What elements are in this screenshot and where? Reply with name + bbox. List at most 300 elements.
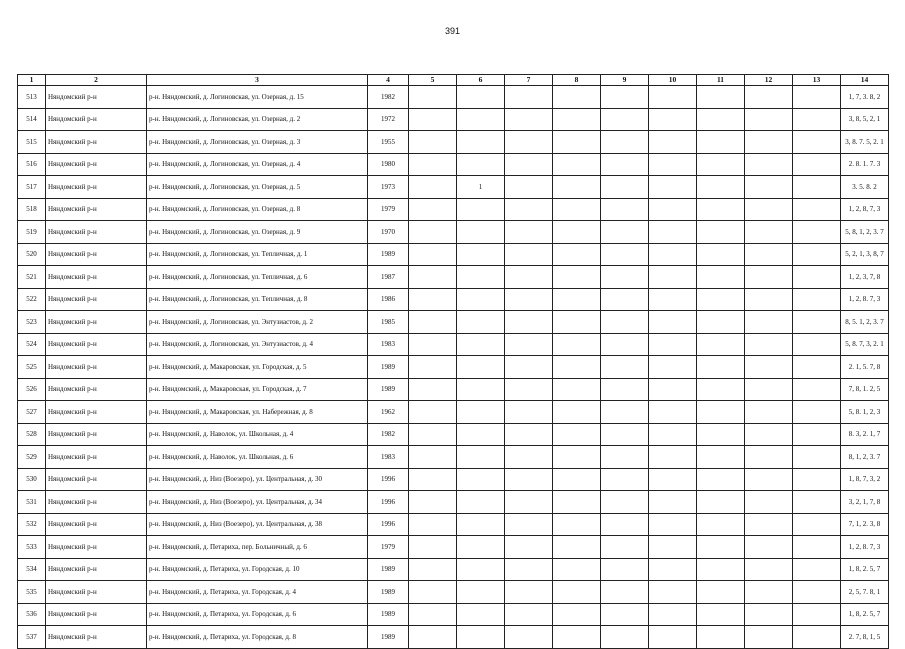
column-header: 12 — [745, 75, 793, 86]
col7-cell — [505, 581, 553, 604]
address-cell: р-н. Няндомский, д. Логиновская, ул. Озерная, д. 9 — [147, 221, 368, 244]
col8-cell — [553, 446, 601, 469]
codes-cell: 1, 8, 2. 5, 7 — [841, 603, 889, 626]
col12-cell — [745, 378, 793, 401]
col9-cell — [601, 626, 649, 649]
col13-cell — [793, 108, 841, 131]
district-cell: Няндомский р-н — [46, 603, 147, 626]
column-header: 3 — [147, 75, 368, 86]
district-cell: Няндомский р-н — [46, 491, 147, 514]
table-row — [18, 243, 889, 266]
col8-cell — [553, 378, 601, 401]
col8-cell — [553, 491, 601, 514]
row-number-cell: 526 — [18, 378, 46, 401]
col13-cell — [793, 131, 841, 154]
codes-cell: 8, 1, 2, 3. 7 — [841, 446, 889, 469]
district-cell: Няндомский р-н — [46, 176, 147, 199]
col13-cell — [793, 626, 841, 649]
table-row — [18, 626, 889, 649]
codes-cell: 1, 2, 3, 7, 8 — [841, 266, 889, 289]
col13-cell — [793, 446, 841, 469]
address-cell: р-н. Няндомский, д. Макаровская, ул. Набережная, д. 8 — [147, 401, 368, 424]
col9-cell — [601, 401, 649, 424]
col13-cell — [793, 581, 841, 604]
col7-cell — [505, 468, 553, 491]
column-header: 14 — [841, 75, 889, 86]
codes-cell: 5, 2, 1, 3, 8, 7 — [841, 243, 889, 266]
col12-cell — [745, 108, 793, 131]
year-cell: 1980 — [368, 153, 409, 176]
district-cell: Няндомский р-н — [46, 446, 147, 469]
col12-cell — [745, 243, 793, 266]
col5-cell — [409, 603, 457, 626]
district-cell: Няндомский р-н — [46, 153, 147, 176]
col5-cell — [409, 468, 457, 491]
district-cell: Няндомский р-н — [46, 468, 147, 491]
district-cell: Няндомский р-н — [46, 86, 147, 109]
col13-cell — [793, 198, 841, 221]
col13-cell — [793, 401, 841, 424]
col10-cell — [649, 378, 697, 401]
row-number-cell: 518 — [18, 198, 46, 221]
col5-cell — [409, 446, 457, 469]
col6-cell — [457, 603, 505, 626]
year-cell: 1979 — [368, 198, 409, 221]
year-cell: 1985 — [368, 311, 409, 334]
codes-cell: 1, 8, 2. 5, 7 — [841, 558, 889, 581]
address-cell: р-н. Няндомский, д. Логиновская, ул. Озерная, д. 3 — [147, 131, 368, 154]
housing-register-table — [17, 74, 889, 649]
col13-cell — [793, 333, 841, 356]
column-header: 8 — [553, 75, 601, 86]
table-row — [18, 401, 889, 424]
col12-cell — [745, 446, 793, 469]
district-cell: Няндомский р-н — [46, 333, 147, 356]
row-number-cell: 517 — [18, 176, 46, 199]
col6-cell — [457, 288, 505, 311]
row-number-cell: 534 — [18, 558, 46, 581]
address-cell: р-н. Няндомский, д. Петариха, пер. Больничный, д. 6 — [147, 536, 368, 559]
col6-cell — [457, 356, 505, 379]
address-cell: р-н. Няндомский, д. Низ (Воезеро), ул. Центральная, д. 30 — [147, 468, 368, 491]
col10-cell — [649, 468, 697, 491]
district-cell: Няндомский р-н — [46, 198, 147, 221]
table-row — [18, 378, 889, 401]
table-row — [18, 153, 889, 176]
col6-cell — [457, 423, 505, 446]
district-cell: Няндомский р-н — [46, 288, 147, 311]
col9-cell — [601, 333, 649, 356]
col9-cell — [601, 311, 649, 334]
col7-cell — [505, 513, 553, 536]
col10-cell — [649, 491, 697, 514]
col7-cell — [505, 356, 553, 379]
codes-cell: 3, 2, 1, 7, 8 — [841, 491, 889, 514]
row-number-cell: 522 — [18, 288, 46, 311]
col13-cell — [793, 423, 841, 446]
col9-cell — [601, 356, 649, 379]
col9-cell — [601, 153, 649, 176]
col11-cell — [697, 468, 745, 491]
col5-cell — [409, 333, 457, 356]
column-header: 9 — [601, 75, 649, 86]
year-cell: 1955 — [368, 131, 409, 154]
year-cell: 1989 — [368, 243, 409, 266]
table-row — [18, 423, 889, 446]
page-number: 391 — [444, 26, 461, 36]
col9-cell — [601, 288, 649, 311]
col8-cell — [553, 356, 601, 379]
col8-cell — [553, 558, 601, 581]
col7-cell — [505, 446, 553, 469]
col7-cell — [505, 333, 553, 356]
year-cell: 1996 — [368, 468, 409, 491]
col5-cell — [409, 581, 457, 604]
col5-cell — [409, 266, 457, 289]
row-number-cell: 527 — [18, 401, 46, 424]
col5-cell — [409, 558, 457, 581]
district-cell: Няндомский р-н — [46, 266, 147, 289]
table-row — [18, 468, 889, 491]
col11-cell — [697, 603, 745, 626]
col11-cell — [697, 131, 745, 154]
col13-cell — [793, 536, 841, 559]
col10-cell — [649, 153, 697, 176]
col10-cell — [649, 131, 697, 154]
year-cell: 1986 — [368, 288, 409, 311]
row-number-cell: 528 — [18, 423, 46, 446]
col12-cell — [745, 491, 793, 514]
col7-cell — [505, 423, 553, 446]
col7-cell — [505, 108, 553, 131]
col11-cell — [697, 108, 745, 131]
row-number-cell: 533 — [18, 536, 46, 559]
col12-cell — [745, 333, 793, 356]
address-cell: р-н. Няндомский, д. Логиновская, ул. Озерная, д. 4 — [147, 153, 368, 176]
col7-cell — [505, 603, 553, 626]
row-number-cell: 531 — [18, 491, 46, 514]
codes-cell: 2. 7, 8, 1, 5 — [841, 626, 889, 649]
col8-cell — [553, 221, 601, 244]
col10-cell — [649, 581, 697, 604]
codes-cell: 3, 8, 5, 2, 1 — [841, 108, 889, 131]
col5-cell — [409, 423, 457, 446]
col12-cell — [745, 401, 793, 424]
table-row — [18, 513, 889, 536]
col5-cell — [409, 221, 457, 244]
col5-cell — [409, 243, 457, 266]
codes-cell: 7, 8, 1. 2, 5 — [841, 378, 889, 401]
table-body — [18, 86, 889, 649]
col11-cell — [697, 333, 745, 356]
col9-cell — [601, 536, 649, 559]
col8-cell — [553, 243, 601, 266]
col10-cell — [649, 266, 697, 289]
col10-cell — [649, 176, 697, 199]
col5-cell — [409, 131, 457, 154]
col10-cell — [649, 243, 697, 266]
row-number-cell: 520 — [18, 243, 46, 266]
col13-cell — [793, 288, 841, 311]
row-number-cell: 521 — [18, 266, 46, 289]
col10-cell — [649, 536, 697, 559]
col13-cell — [793, 221, 841, 244]
district-cell: Няндомский р-н — [46, 131, 147, 154]
address-cell: р-н. Няндомский, д. Логиновская, ул. Тепличная, д. 1 — [147, 243, 368, 266]
col8-cell — [553, 288, 601, 311]
codes-cell: 2. 8. 1. 7. 3 — [841, 153, 889, 176]
col10-cell — [649, 356, 697, 379]
col11-cell — [697, 86, 745, 109]
col13-cell — [793, 311, 841, 334]
col6-cell — [457, 333, 505, 356]
col11-cell — [697, 581, 745, 604]
year-cell: 1996 — [368, 513, 409, 536]
column-header: 2 — [46, 75, 147, 86]
table-row — [18, 108, 889, 131]
col5-cell — [409, 288, 457, 311]
year-cell: 1983 — [368, 446, 409, 469]
district-cell: Няндомский р-н — [46, 513, 147, 536]
col5-cell — [409, 176, 457, 199]
col11-cell — [697, 243, 745, 266]
year-cell: 1989 — [368, 378, 409, 401]
col9-cell — [601, 131, 649, 154]
row-number-cell: 532 — [18, 513, 46, 536]
col6-cell — [457, 131, 505, 154]
col11-cell — [697, 356, 745, 379]
col7-cell — [505, 401, 553, 424]
codes-cell: 1, 8, 7, 3, 2 — [841, 468, 889, 491]
table-row — [18, 131, 889, 154]
year-cell: 1982 — [368, 86, 409, 109]
col7-cell — [505, 491, 553, 514]
col6-cell — [457, 513, 505, 536]
table-row — [18, 491, 889, 514]
col9-cell — [601, 198, 649, 221]
codes-cell: 1, 2, 8. 7, 3 — [841, 536, 889, 559]
district-cell: Няндомский р-н — [46, 243, 147, 266]
district-cell: Няндомский р-н — [46, 356, 147, 379]
col11-cell — [697, 513, 745, 536]
codes-cell: 1, 2, 8, 7, 3 — [841, 198, 889, 221]
col8-cell — [553, 108, 601, 131]
district-cell: Няндомский р-н — [46, 626, 147, 649]
col8-cell — [553, 468, 601, 491]
col12-cell — [745, 356, 793, 379]
col5-cell — [409, 86, 457, 109]
codes-cell: 5, 8. 1, 2, 3 — [841, 401, 889, 424]
col12-cell — [745, 221, 793, 244]
col9-cell — [601, 491, 649, 514]
table-row — [18, 333, 889, 356]
col5-cell — [409, 513, 457, 536]
col11-cell — [697, 311, 745, 334]
column-header: 11 — [697, 75, 745, 86]
col9-cell — [601, 86, 649, 109]
col9-cell — [601, 513, 649, 536]
table-row — [18, 198, 889, 221]
col6-cell — [457, 626, 505, 649]
year-cell: 1996 — [368, 491, 409, 514]
col7-cell — [505, 288, 553, 311]
col5-cell — [409, 401, 457, 424]
col7-cell — [505, 221, 553, 244]
year-cell: 1970 — [368, 221, 409, 244]
col12-cell — [745, 311, 793, 334]
address-cell: р-н. Няндомский, д. Логиновская, ул. Энтузиастов, д. 4 — [147, 333, 368, 356]
district-cell: Няндомский р-н — [46, 378, 147, 401]
col9-cell — [601, 581, 649, 604]
row-number-cell: 524 — [18, 333, 46, 356]
col6-cell — [457, 243, 505, 266]
address-cell: р-н. Няндомский, д. Логиновская, ул. Тепличная, д. 8 — [147, 288, 368, 311]
col6-cell — [457, 198, 505, 221]
col12-cell — [745, 558, 793, 581]
col10-cell — [649, 401, 697, 424]
col9-cell — [601, 558, 649, 581]
year-cell: 1982 — [368, 423, 409, 446]
col11-cell — [697, 626, 745, 649]
address-cell: р-н. Няндомский, д. Петариха, ул. Городская, д. 4 — [147, 581, 368, 604]
address-cell: р-н. Няндомский, д. Петариха, ул. Городская, д. 6 — [147, 603, 368, 626]
col11-cell — [697, 423, 745, 446]
row-number-cell: 516 — [18, 153, 46, 176]
col11-cell — [697, 266, 745, 289]
col7-cell — [505, 378, 553, 401]
codes-cell: 1, 2, 8. 7, 3 — [841, 288, 889, 311]
district-cell: Няндомский р-н — [46, 423, 147, 446]
col6-cell — [457, 536, 505, 559]
address-cell: р-н. Няндомский, д. Макаровская, ул. Городская, д. 5 — [147, 356, 368, 379]
col6-cell — [457, 378, 505, 401]
col9-cell — [601, 266, 649, 289]
row-number-cell: 523 — [18, 311, 46, 334]
col5-cell — [409, 626, 457, 649]
col13-cell — [793, 468, 841, 491]
col12-cell — [745, 131, 793, 154]
district-cell: Няндомский р-н — [46, 221, 147, 244]
district-cell: Няндомский р-н — [46, 558, 147, 581]
col9-cell — [601, 108, 649, 131]
district-cell: Няндомский р-н — [46, 108, 147, 131]
address-cell: р-н. Няндомский, д. Низ (Воезеро), ул. Центральная, д. 38 — [147, 513, 368, 536]
address-cell: р-н. Няндомский, д. Логиновская, ул. Озерная, д. 5 — [147, 176, 368, 199]
col8-cell — [553, 581, 601, 604]
table-row — [18, 176, 889, 199]
column-header: 13 — [793, 75, 841, 86]
col5-cell — [409, 378, 457, 401]
table-header-row — [18, 75, 889, 86]
table-row — [18, 266, 889, 289]
col6-cell — [457, 86, 505, 109]
col10-cell — [649, 198, 697, 221]
col6-cell — [457, 311, 505, 334]
col10-cell — [649, 311, 697, 334]
address-cell: р-н. Няндомский, д. Логиновская, ул. Озерная, д. 15 — [147, 86, 368, 109]
table-row — [18, 558, 889, 581]
col7-cell — [505, 243, 553, 266]
col5-cell — [409, 198, 457, 221]
year-cell: 1989 — [368, 626, 409, 649]
col13-cell — [793, 513, 841, 536]
col9-cell — [601, 221, 649, 244]
year-cell: 1989 — [368, 356, 409, 379]
codes-cell: 2. 1, 5. 7, 8 — [841, 356, 889, 379]
col5-cell — [409, 536, 457, 559]
col11-cell — [697, 536, 745, 559]
col13-cell — [793, 491, 841, 514]
column-header: 4 — [368, 75, 409, 86]
col12-cell — [745, 86, 793, 109]
district-cell: Няндомский р-н — [46, 581, 147, 604]
row-number-cell: 513 — [18, 86, 46, 109]
col12-cell — [745, 288, 793, 311]
col7-cell — [505, 626, 553, 649]
col8-cell — [553, 423, 601, 446]
col13-cell — [793, 176, 841, 199]
col8-cell — [553, 153, 601, 176]
col6-cell — [457, 401, 505, 424]
col7-cell — [505, 176, 553, 199]
address-cell: р-н. Няндомский, д. Наволок, ул. Школьная, д. 4 — [147, 423, 368, 446]
col9-cell — [601, 423, 649, 446]
column-header: 6 — [457, 75, 505, 86]
col12-cell — [745, 266, 793, 289]
col5-cell — [409, 153, 457, 176]
col5-cell — [409, 356, 457, 379]
codes-cell: 1, 7, 3. 8, 2 — [841, 86, 889, 109]
row-number-cell: 536 — [18, 603, 46, 626]
codes-cell: 5, 8, 1, 2, 3. 7 — [841, 221, 889, 244]
table-row — [18, 581, 889, 604]
row-number-cell: 537 — [18, 626, 46, 649]
col10-cell — [649, 603, 697, 626]
col8-cell — [553, 198, 601, 221]
col10-cell — [649, 221, 697, 244]
col13-cell — [793, 266, 841, 289]
district-cell: Няндомский р-н — [46, 401, 147, 424]
col5-cell — [409, 491, 457, 514]
col7-cell — [505, 86, 553, 109]
year-cell: 1962 — [368, 401, 409, 424]
col5-cell — [409, 108, 457, 131]
col6-cell — [457, 108, 505, 131]
column-header: 10 — [649, 75, 697, 86]
col8-cell — [553, 266, 601, 289]
col12-cell — [745, 468, 793, 491]
table-row — [18, 603, 889, 626]
col10-cell — [649, 513, 697, 536]
col11-cell — [697, 221, 745, 244]
year-cell: 1989 — [368, 558, 409, 581]
address-cell: р-н. Няндомский, д. Петариха, ул. Городская, д. 8 — [147, 626, 368, 649]
table-row — [18, 356, 889, 379]
codes-cell: 5, 8. 7, 3, 2. 1 — [841, 333, 889, 356]
row-number-cell: 535 — [18, 581, 46, 604]
address-cell: р-н. Няндомский, д. Низ (Воезеро), ул. Центральная, д. 34 — [147, 491, 368, 514]
col10-cell — [649, 446, 697, 469]
col10-cell — [649, 626, 697, 649]
col6-cell — [457, 153, 505, 176]
address-cell: р-н. Няндомский, д. Логиновская, ул. Озерная, д. 8 — [147, 198, 368, 221]
col9-cell — [601, 468, 649, 491]
col6-cell — [457, 446, 505, 469]
col8-cell — [553, 176, 601, 199]
codes-cell: 2, 5, 7. 8, 1 — [841, 581, 889, 604]
col10-cell — [649, 423, 697, 446]
col6-cell — [457, 558, 505, 581]
